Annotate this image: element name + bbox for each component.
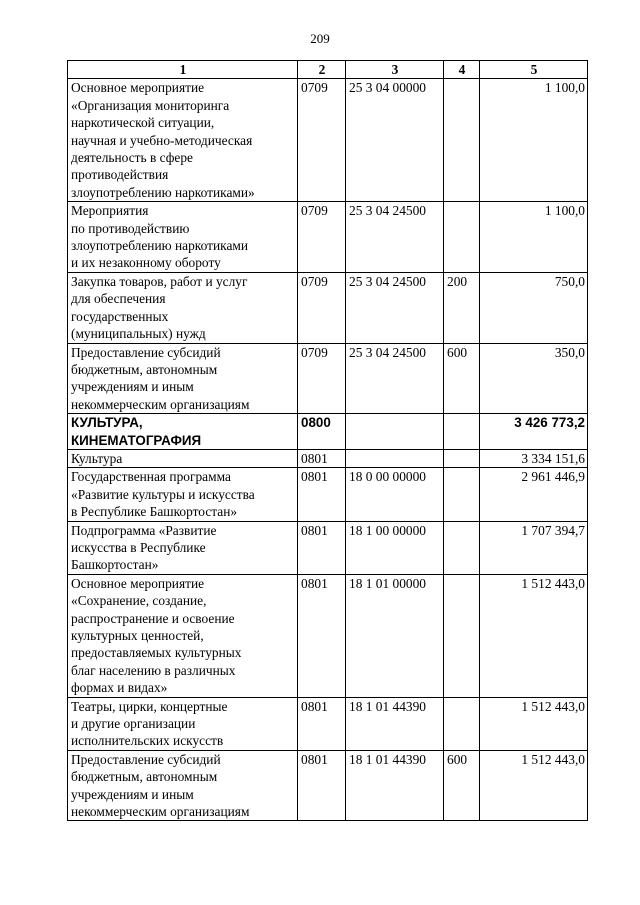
row-amount: 2 961 446,9 [480,468,588,521]
row-amount: 1 512 443,0 [480,750,588,821]
budget-table [67,60,588,821]
row-name: Основное мероприятие «Организация мониторинга наркотической ситуации, научная и учебно-методическая деятельность в сфере противодействия злоупотреблению наркотиками» [68,79,298,202]
table-body [68,79,588,821]
row-expense-type: 200 [444,272,480,343]
table-row [68,697,588,750]
row-section-code: 0709 [298,79,346,202]
table-row [68,468,588,521]
table-row [68,521,588,574]
row-name: Предоставление субсидий бюджетным, автономным учреждениям и иным некоммерческим организациям [68,750,298,821]
row-amount: 1 707 394,7 [480,521,588,574]
row-expense-type: 600 [444,343,480,414]
row-section-code: 0709 [298,343,346,414]
row-expense-type [444,521,480,574]
row-target-article: 18 1 00 00000 [346,521,444,574]
header-row [68,61,588,79]
row-amount: 1 512 443,0 [480,574,588,697]
row-target-article: 25 3 04 24500 [346,272,444,343]
row-name: Театры, цирки, концертные и другие организации исполнительских искусств [68,697,298,750]
row-target-article: 18 1 01 44390 [346,697,444,750]
row-target-article: 18 0 00 00000 [346,468,444,521]
row-expense-type [444,697,480,750]
row-section-code: 0709 [298,272,346,343]
header-col-3: 3 [346,61,444,79]
row-name: Предоставление субсидий бюджетным, автономным учреждениям и иным некоммерческим организациям [68,343,298,414]
row-target-article [346,414,444,450]
table-row [68,79,588,202]
row-section-code: 0800 [298,414,346,450]
header-col-2: 2 [298,61,346,79]
table-row [68,272,588,343]
row-section-code: 0801 [298,574,346,697]
row-name: Мероприятия по противодействию злоупотреблению наркотиками и их незаконному обороту [68,202,298,273]
row-section-code: 0709 [298,202,346,273]
header-col-4: 4 [444,61,480,79]
row-name: Культура [68,449,298,467]
table-row [68,449,588,467]
header-col-5: 5 [480,61,588,79]
row-name: КУЛЬТУРА, КИНЕМАТОГРАФИЯ [68,414,298,450]
header-col-1: 1 [68,61,298,79]
row-amount: 750,0 [480,272,588,343]
row-amount: 1 100,0 [480,202,588,273]
row-amount: 350,0 [480,343,588,414]
row-expense-type [444,79,480,202]
row-expense-type [444,574,480,697]
row-expense-type [444,414,480,450]
row-section-code: 0801 [298,697,346,750]
row-section-code: 0801 [298,449,346,467]
row-expense-type [444,449,480,467]
table-row [68,343,588,414]
row-target-article: 18 1 01 44390 [346,750,444,821]
row-amount: 3 334 151,6 [480,449,588,467]
row-section-code: 0801 [298,750,346,821]
table-row [68,414,588,450]
row-target-article: 25 3 04 00000 [346,79,444,202]
table-row [68,750,588,821]
row-target-article: 25 3 04 24500 [346,202,444,273]
table-row [68,574,588,697]
row-name: Подпрограмма «Развитие искусства в Республике Башкортостан» [68,521,298,574]
row-amount: 1 512 443,0 [480,697,588,750]
row-name: Закупка товаров, работ и услуг для обеспечения государственных (муниципальных) нужд [68,272,298,343]
row-amount: 3 426 773,2 [480,414,588,450]
row-section-code: 0801 [298,468,346,521]
row-target-article: 18 1 01 00000 [346,574,444,697]
row-name: Основное мероприятие «Сохранение, создание, распространение и освоение культурных ценностей, предоставляемых культурных благ населению в различных формах и видах» [68,574,298,697]
row-name: Государственная программа «Развитие культуры и искусства в Республике Башкортостан» [68,468,298,521]
table-row [68,202,588,273]
row-expense-type [444,468,480,521]
row-section-code: 0801 [298,521,346,574]
row-expense-type: 600 [444,750,480,821]
row-target-article: 25 3 04 24500 [346,343,444,414]
row-target-article [346,449,444,467]
row-amount: 1 100,0 [480,79,588,202]
page-number: 209 [310,31,330,46]
row-expense-type [444,202,480,273]
